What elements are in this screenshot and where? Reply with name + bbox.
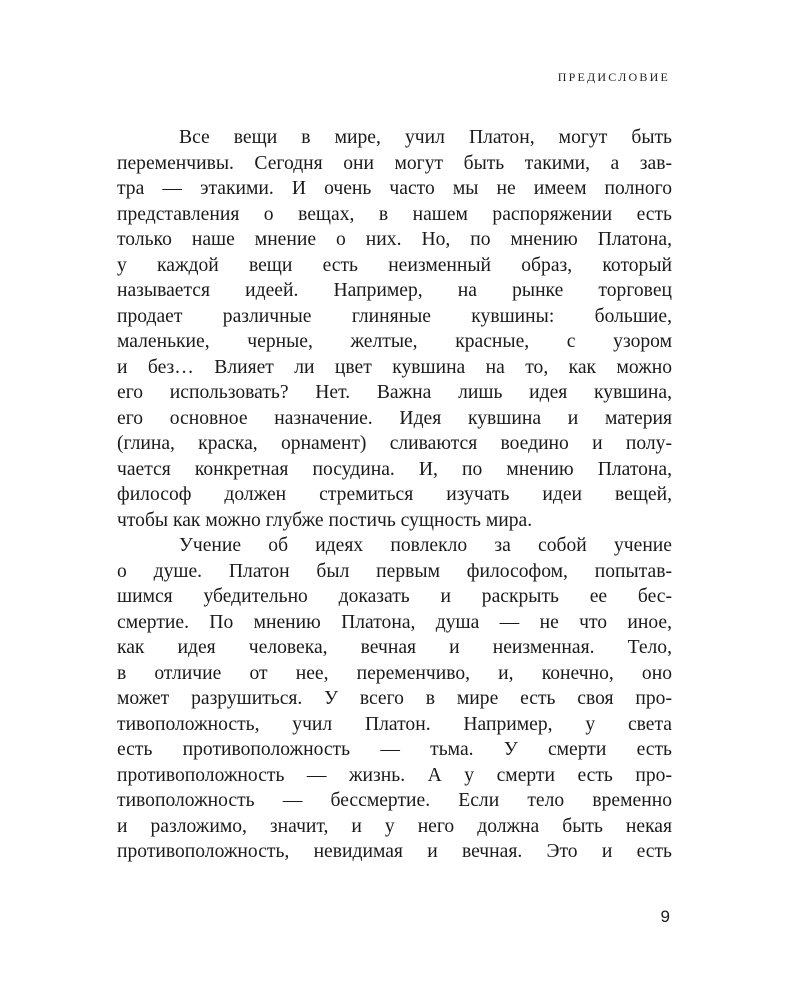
text-line: может разрушиться. У всего в мире есть своя про- [117, 688, 672, 709]
text-line: тивоположность, учил Платон. Например, у света [117, 713, 672, 735]
text-line: и разложимо, значит, и у него должна быть некая [117, 815, 672, 837]
text-line: о душе. Платон был первым философом, попытав- [117, 560, 672, 582]
text-line: шимся убедительно доказать и раскрыть ее бес- [117, 586, 672, 607]
text-line: у каждой вещи есть неизменный образ, который [117, 254, 672, 276]
text-line: его основное назначение. Идея кувшина и материя [117, 407, 672, 429]
paragraph-platon-ideas [117, 125, 672, 533]
text-line: только наше мнение о них. Но, по мнению Платона, [117, 229, 672, 250]
text-line: представления о вещах, в нашем распоряжении есть [117, 203, 672, 225]
text-line: Учение об идеях повлекло за собой учение [179, 535, 672, 556]
text-line: как идея человека, вечная и неизменная. Тело, [117, 637, 672, 658]
text-line: тра — этакими. И очень часто мы не имеем полного [117, 178, 672, 199]
text-line: Все вещи в мире, учил Платон, могут быть [179, 127, 672, 148]
text-line: и без… Влияет ли цвет кувшина на то, как можно [117, 356, 672, 378]
paragraph-soul-teaching [117, 533, 672, 865]
text-line: чтобы как можно глубже постичь сущность мира. [117, 509, 533, 531]
text-line: продает различные глиняные кувшины: большие, [117, 305, 672, 327]
text-line: (глина, краска, орнамент) сливаются воедино и полу- [117, 433, 672, 454]
running-header: ПРЕДИСЛОВИЕ [557, 70, 670, 84]
body-text [117, 125, 672, 865]
text-line: в отличие от нее, переменчиво, и, конечно, оно [117, 662, 672, 684]
text-line: противоположность, невидимая и вечная. Это и есть [117, 841, 672, 862]
text-line: маленькие, черные, желтые, красные, с узором [117, 331, 672, 352]
text-line: смертие. По мнению Платона, душа — не что иное, [117, 611, 672, 633]
text-line: противоположность — жизнь. А у смерти есть про- [117, 764, 672, 786]
text-line: есть противоположность — тьма. У смерти есть [117, 739, 672, 760]
text-line: его использовать? Нет. Важна лишь идея кувшина, [117, 382, 672, 403]
text-line: чается конкретная посудина. И, по мнению Платона, [117, 458, 672, 480]
page-number: 9 [660, 907, 670, 926]
text-line: философ должен стремиться изучать идеи вещей, [117, 484, 672, 505]
text-line: переменчивы. Сегодня они могут быть такими, а зав- [117, 152, 672, 174]
text-line: тивоположность — бессмертие. Если тело временно [117, 790, 672, 811]
text-line: называется идеей. Например, на рынке торговец [117, 280, 672, 301]
